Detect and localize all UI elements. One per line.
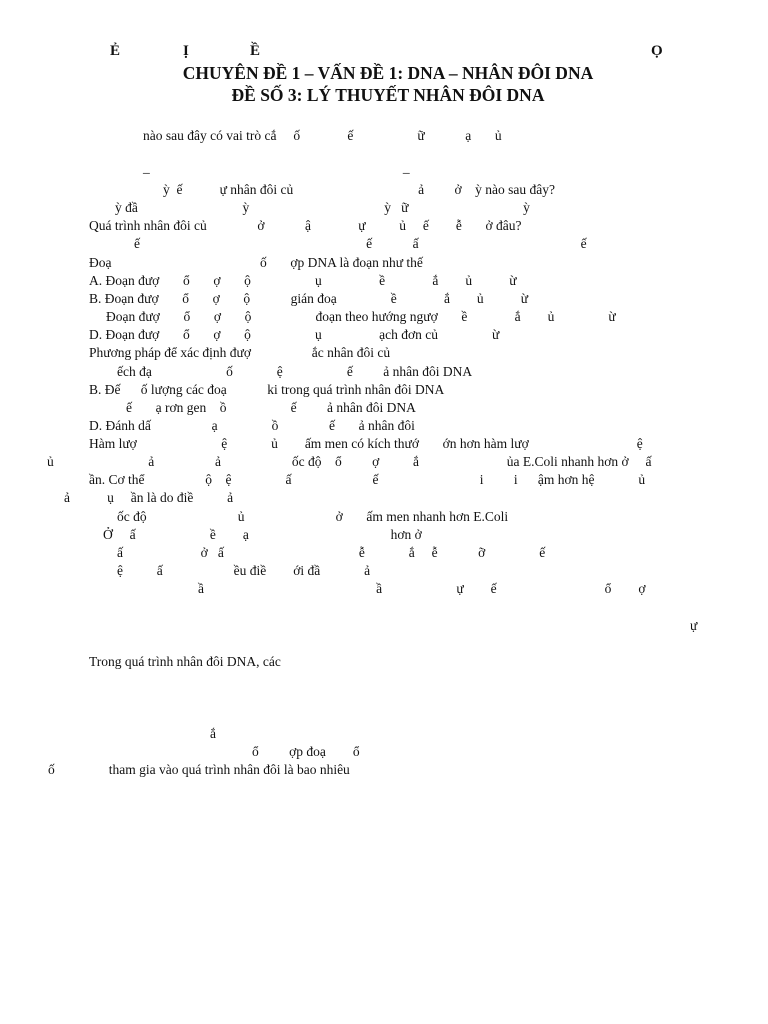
text-line-19: ần. Cơ thể ộ ệ ấ ế i i ậm hơn hệ ủ xyxy=(89,472,646,487)
text-line-2: _ _ xyxy=(143,160,410,175)
option-b: B. Đoạn đượ ổ ợ ộ gián đoạ ề ắ ủ ừ xyxy=(89,291,529,306)
text-line-20: ả ụ ần là do điề ả xyxy=(64,490,234,505)
option-a: A. Đoạn đượ ổ ợ ộ ụ ề ắ ủ ừ xyxy=(89,273,517,288)
document-title: CHUYÊN ĐỀ 1 – VẤN ĐỀ 1: DNA – NHÂN ĐÔI DNA xyxy=(182,63,594,83)
text-line-25: ầ ầ ự ế ổ ợ xyxy=(198,581,646,596)
option-c: Đoạn đượ ổ ợ ộ đoạn theo hướng ngượ ề ắ ủ ừ xyxy=(106,309,616,324)
header-fragment-2: Ị xyxy=(183,43,189,59)
text-line-27: Trong quá trình nhân đôi DNA, các xyxy=(89,654,281,669)
header-fragment-4: Ọ xyxy=(651,43,663,59)
text-line-24: ệ ấ ều điề ới đầ ả xyxy=(117,563,371,578)
header-fragment-3: Ề xyxy=(250,43,261,59)
header-fragment-1: Ẻ xyxy=(110,43,121,59)
text-line-18: ủ ả ả ốc độ ổ ợ ắ ủa E.Coli nhanh hơn ở ấ xyxy=(47,454,652,469)
text-line-12: Phương pháp để xác định đượ ắc nhân đôi củ xyxy=(89,345,391,360)
text-line-4: ỳ đầ ỳ ỳ ữ ỳ xyxy=(115,200,530,215)
text-line-15: ế ạ rơn gen ồ ế ả nhân đôi DNA xyxy=(126,400,416,415)
document-subtitle: ĐỀ SỐ 3: LÝ THUYẾT NHÂN ĐÔI DNA xyxy=(231,85,545,105)
text-line-3: ỳ ế ự nhân đôi củ ả ở ỳ nào sau đây? xyxy=(163,182,556,197)
text-line-13: ếch đạ ố ệ ế ả nhân đôi DNA xyxy=(117,364,473,379)
text-line-1: nào sau đây có vai trò cắ ố ế ữ ạ ủ xyxy=(143,128,502,143)
text-line-7: Đoạ ố ợp DNA là đoạn như thế xyxy=(89,255,423,270)
text-line-28: ắ xyxy=(210,726,216,741)
text-line-21: ốc độ ủ ở ấm men nhanh hơn E.Coli xyxy=(117,509,509,524)
text-line-14: B. Đế ố lượng các đoạ ki trong quá trình nhân đôi DNA xyxy=(89,382,445,397)
text-line-29: ổ ợp đoạ ổ xyxy=(252,744,360,759)
text-line-26: ự xyxy=(690,618,698,633)
option-d: D. Đoạn đượ ổ ợ ộ ụ ạch đơn củ ừ xyxy=(89,327,500,342)
text-line-22: Ở ấ ề ạ hơn ở xyxy=(103,527,422,542)
text-line-30: ố tham gia vào quá trình nhân đôi là bao nhiêu xyxy=(48,762,350,777)
text-line-17: Hàm lượ ệ ủ ấm men có kích thướ ớn hơn hàm lượ ệ xyxy=(89,436,643,451)
text-line-16: D. Đánh dấ ạ ồ ế ả nhân đôi xyxy=(89,418,415,433)
text-line-5: Quá trình nhân đôi củ ở ậ ự ủ ế ễ ở đâu? xyxy=(89,218,522,233)
text-line-6: ế ế ấ ế xyxy=(134,236,587,251)
text-line-23: ấ ở ấ ễ ắ ễ ỡ ế xyxy=(117,545,546,560)
